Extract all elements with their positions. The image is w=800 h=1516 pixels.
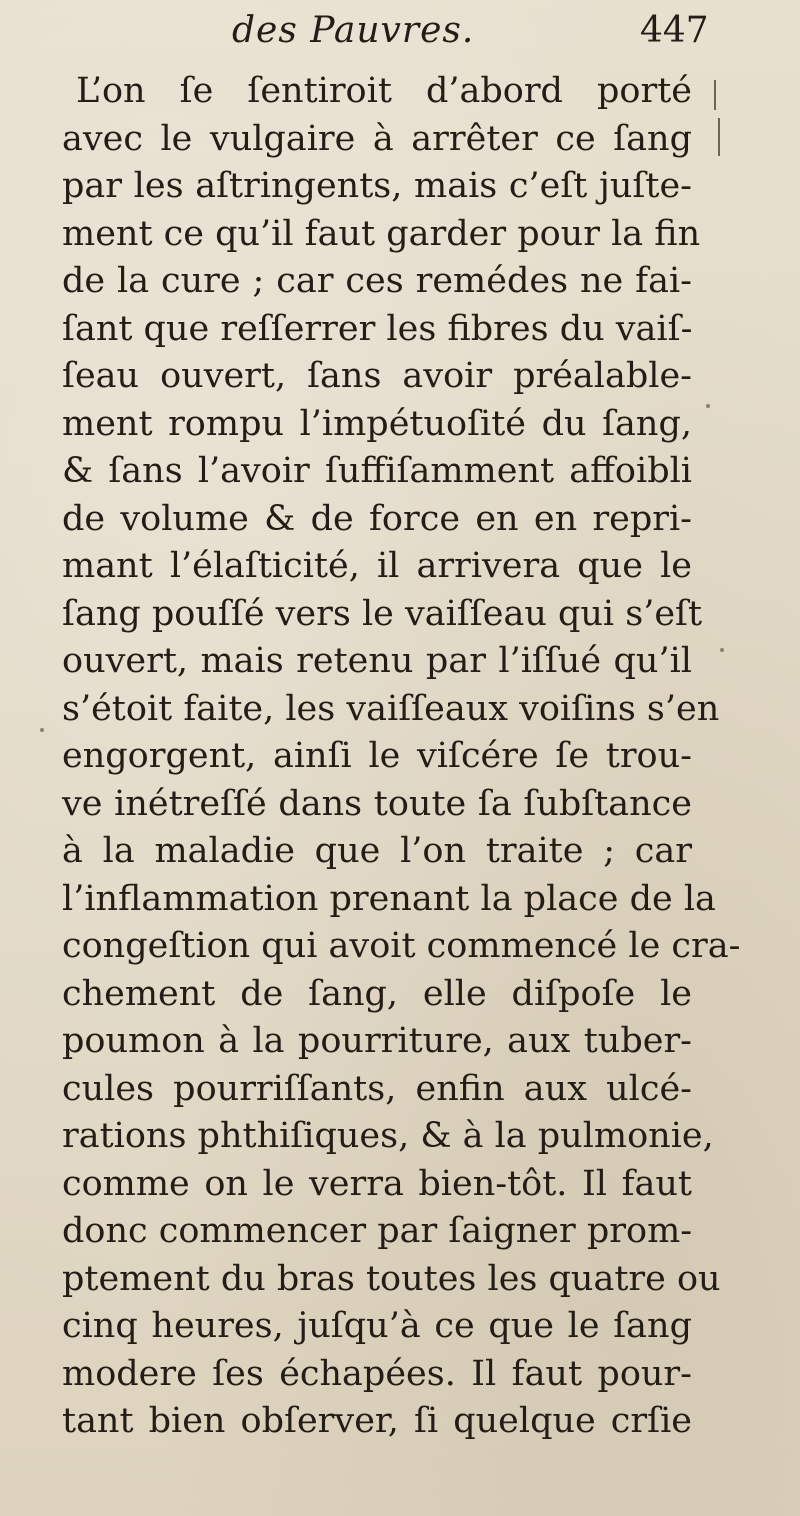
- page-header: [0, 10, 800, 60]
- text-line: poumon à la pourriture, aux tuber-: [62, 1021, 692, 1061]
- margin-speck: [706, 404, 710, 408]
- text-line: chement de ſang, elle diſpoſe le: [62, 973, 692, 1014]
- text-line: avec le vulgaire à arrêter ce ſang: [62, 118, 692, 159]
- text-line: s’étoit faite, les vaiſſeaux voiſins s’en: [62, 688, 720, 729]
- text-line: tant bien obſerver, ſi quelque crſie: [62, 1401, 692, 1441]
- text-line: ouvert, mais retenu par l’iſſué qu’il: [62, 641, 692, 681]
- text-line: ve inétreſſé dans toute ſa ſubſtance: [62, 783, 692, 824]
- text-line: ſeau ouvert, ſans avoir préalable-: [62, 356, 692, 396]
- text-line: ptement du bras toutes les quatre ou: [62, 1258, 721, 1299]
- text-line: cules pourriſſants, enfin aux ulcé-: [62, 1068, 692, 1109]
- text-line: ſang pouſſé vers le vaiſſeau qui s’eſt: [62, 593, 703, 634]
- page-number: 447: [640, 10, 709, 51]
- right-margin-rule: [718, 118, 720, 156]
- margin-speck: [720, 648, 724, 652]
- text-line: de la cure ; car ces remédes ne fai-: [62, 261, 692, 301]
- text-line: de volume & de force en en repri-: [62, 498, 692, 539]
- body-text: [62, 68, 741, 1446]
- text-line: mant l’élaſticité, il arrivera que le: [62, 546, 692, 586]
- text-line: cinq heures, juſqu’à ce que le ſang: [62, 1306, 692, 1346]
- margin-speck: [40, 728, 44, 732]
- text-line: ment ce qu’il faut garder pour la fin: [62, 213, 701, 254]
- text-line: modere ſes échapées. Il faut pour-: [62, 1353, 692, 1394]
- text-line: l’inflammation prenant la place de la: [62, 878, 716, 919]
- text-line: donc commencer par ſaigner prom-: [62, 1211, 693, 1251]
- text-line: à la maladie que l’on traite ; car: [62, 831, 692, 871]
- text-line: par les aſtringents, mais c’eſt juſte-: [62, 166, 692, 206]
- text-line: L’on ſe ſentiroit d’abord porté: [76, 71, 692, 111]
- right-margin-rule: [714, 80, 716, 110]
- text-line: ſant que reſſerrer les fibres du vaiſ-: [62, 308, 693, 349]
- text-line: rations phthiſiques, & à la pulmonie,: [62, 1116, 714, 1156]
- text-line: ment rompu l’impétuoſité du ſang,: [62, 403, 692, 444]
- text-line: comme on le verra bien-tôt. Il faut: [62, 1163, 692, 1204]
- text-line: & ſans l’avoir ſuffiſamment affoibli: [62, 451, 692, 491]
- running-title: des Pauvres.: [232, 10, 475, 51]
- text-line: congeſtion qui avoit commencé le cra-: [62, 926, 741, 966]
- text-line: engorgent, ainſi le viſcére ſe trou-: [62, 736, 692, 776]
